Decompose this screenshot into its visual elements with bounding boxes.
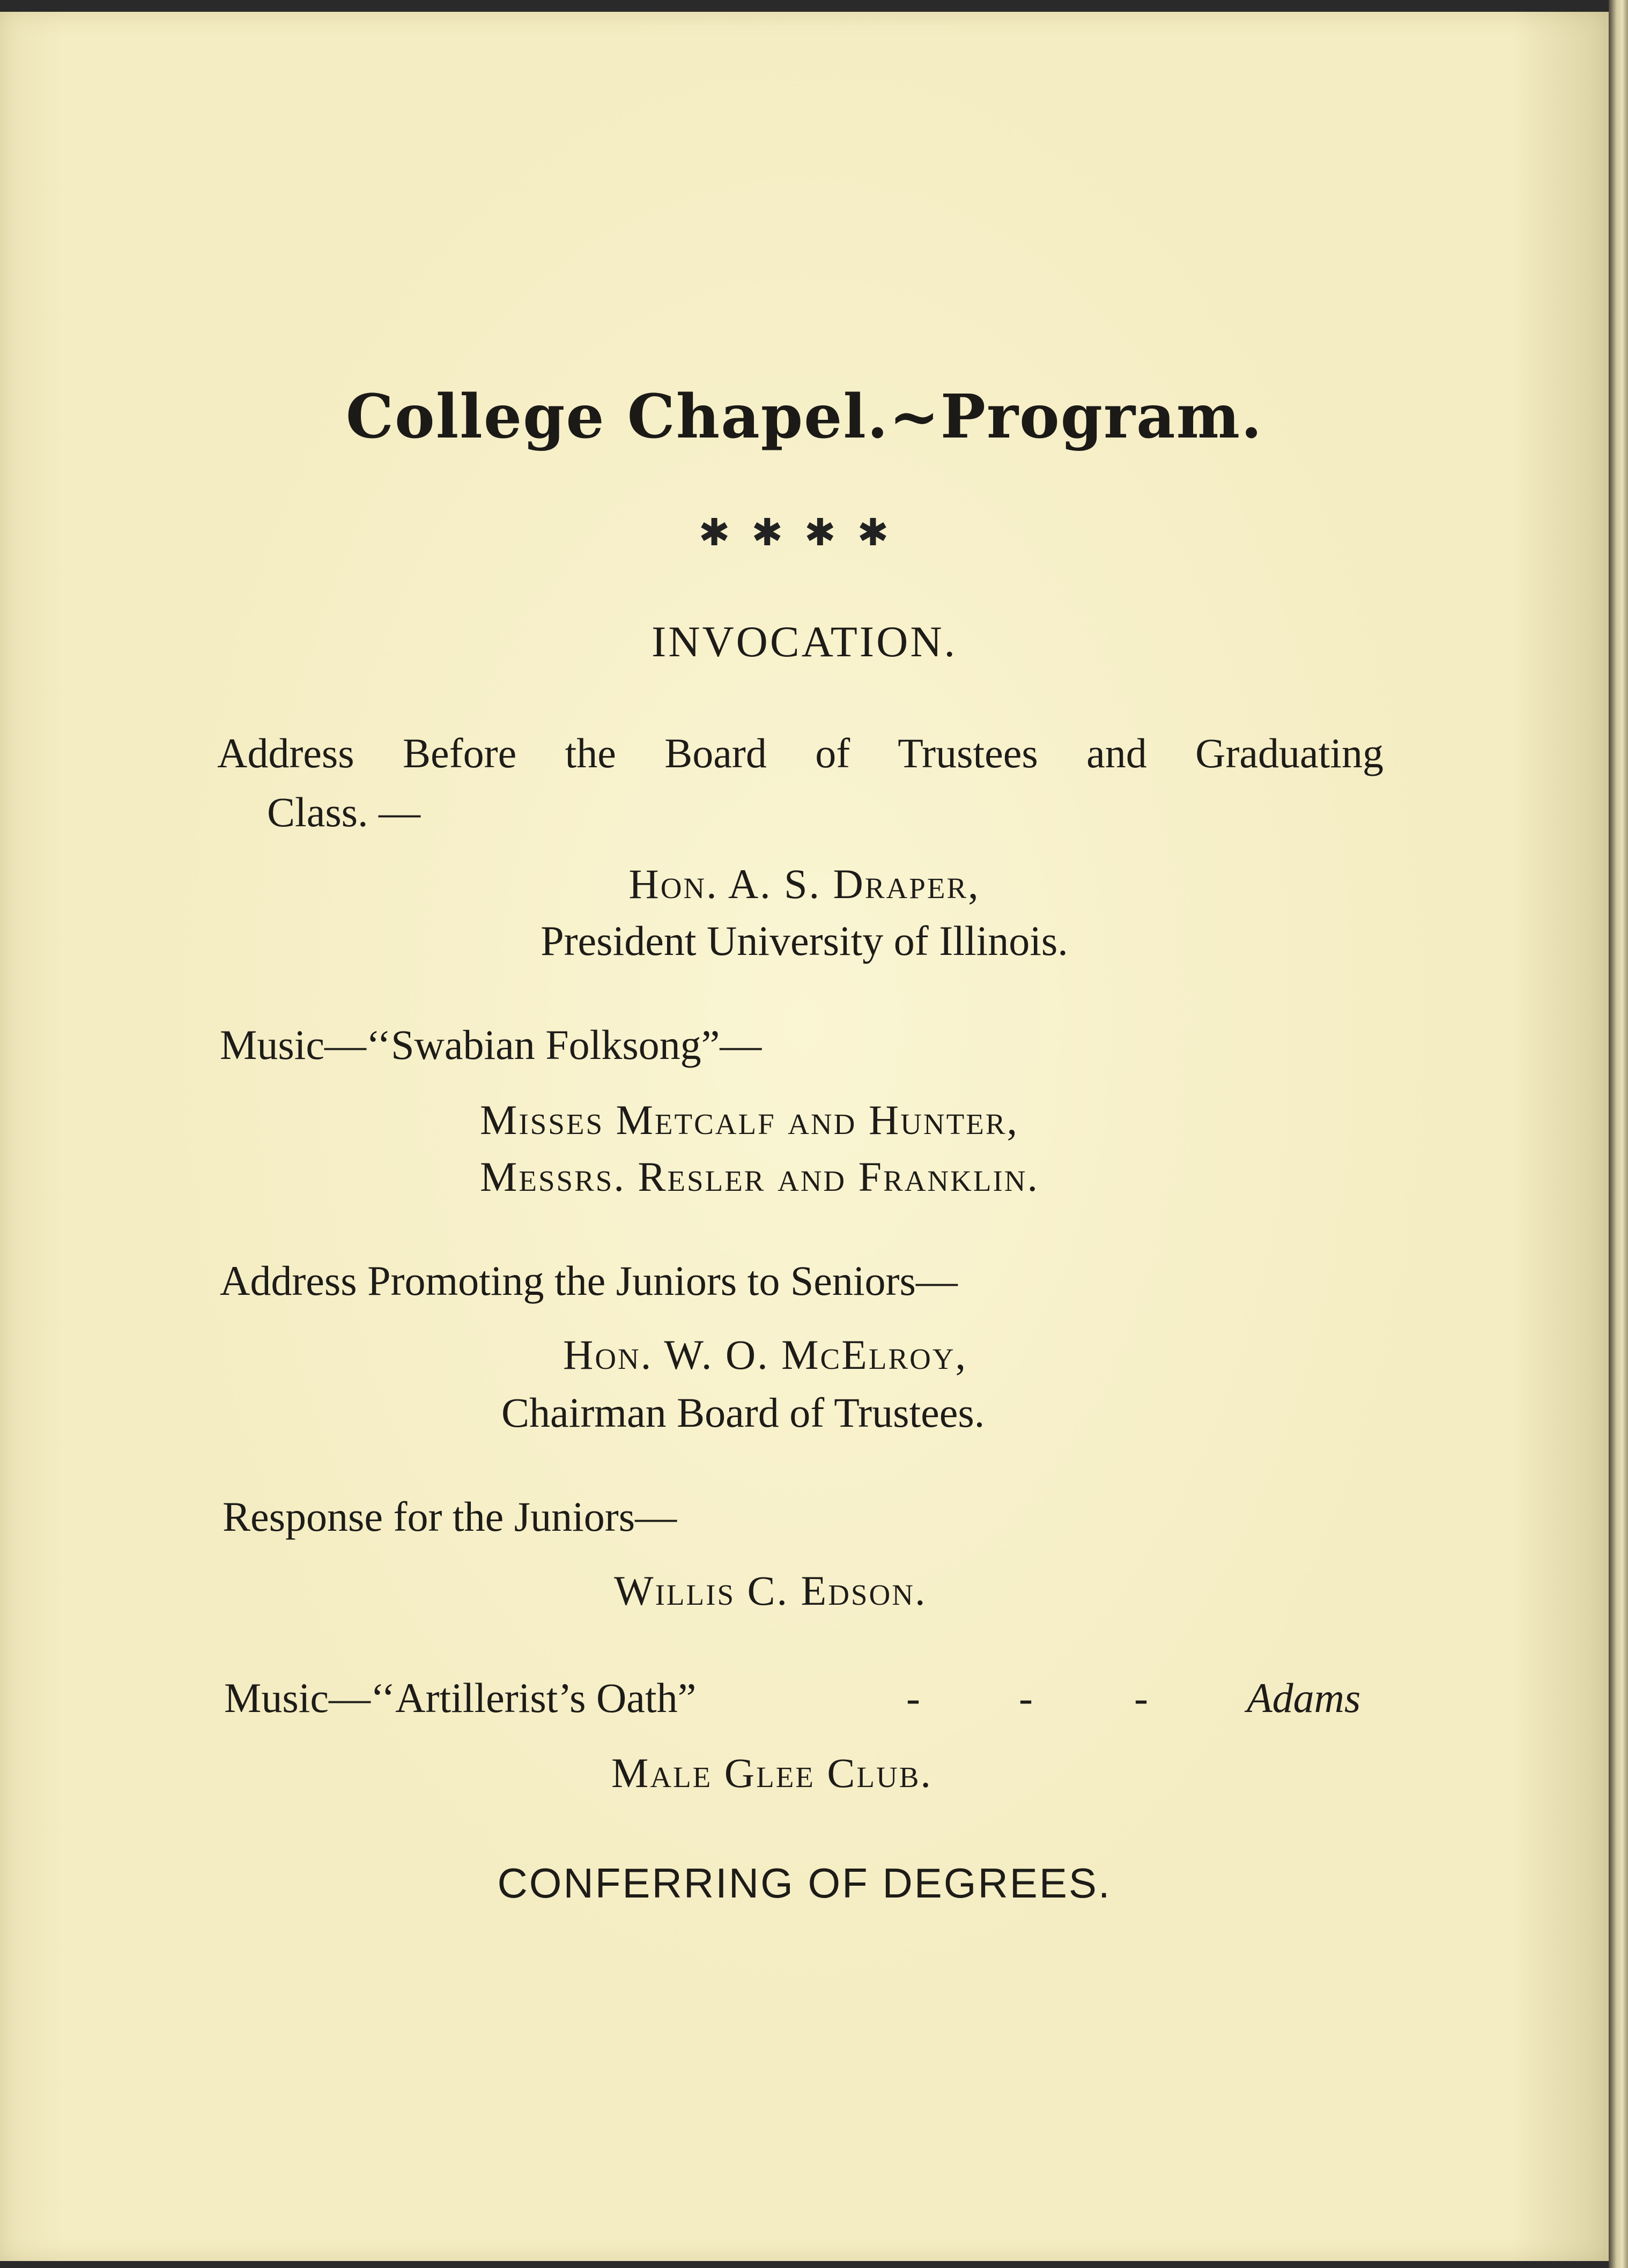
performers-glee-club: Male Glee Club. bbox=[611, 1750, 933, 1796]
booklet-spine bbox=[1609, 0, 1628, 2268]
speaker-mcelroy: Hon. W. O. McElroy, bbox=[563, 1331, 968, 1378]
asterisk-divider-icon: ✱✱✱✱ bbox=[698, 513, 911, 554]
address-trustees-heading-line1: Address Before the Board of Trustees and Graduating bbox=[217, 730, 1383, 776]
leader-dash-3: - bbox=[1134, 1674, 1148, 1721]
speaker-draper-title: President University of Illinois. bbox=[541, 917, 1068, 964]
address-trustees-heading-line2: Class. — bbox=[267, 789, 421, 835]
composer-adams: Adams bbox=[1247, 1674, 1361, 1721]
music-swabian-heading: Music—‘‘Swabian Folksong”— bbox=[220, 1021, 762, 1068]
speaker-mcelroy-title: Chairman Board of Trustees. bbox=[501, 1389, 985, 1436]
leader-dash-1: - bbox=[906, 1674, 920, 1721]
leader-dash-2: - bbox=[1019, 1674, 1033, 1721]
closing-heading: CONFERRING OF DEGREES. bbox=[497, 1859, 1112, 1907]
speaker-edson: Willis C. Edson. bbox=[614, 1567, 927, 1614]
program-page bbox=[0, 12, 1609, 2261]
performers-misses: Misses Metcalf and Hunter, bbox=[480, 1096, 1019, 1143]
response-juniors-heading: Response for the Juniors— bbox=[223, 1493, 677, 1540]
performers-messrs: Messrs. Resler and Franklin. bbox=[480, 1153, 1039, 1200]
program-title: College Chapel.~Program. bbox=[345, 382, 1263, 452]
invocation-heading: INVOCATION. bbox=[651, 617, 958, 666]
speaker-draper: Hon. A. S. Draper, bbox=[628, 861, 980, 907]
address-juniors-heading: Address Promoting the Juniors to Seniors— bbox=[220, 1257, 958, 1304]
music-artillerist-heading: Music—‘‘Artillerist’s Oath” bbox=[224, 1674, 697, 1721]
